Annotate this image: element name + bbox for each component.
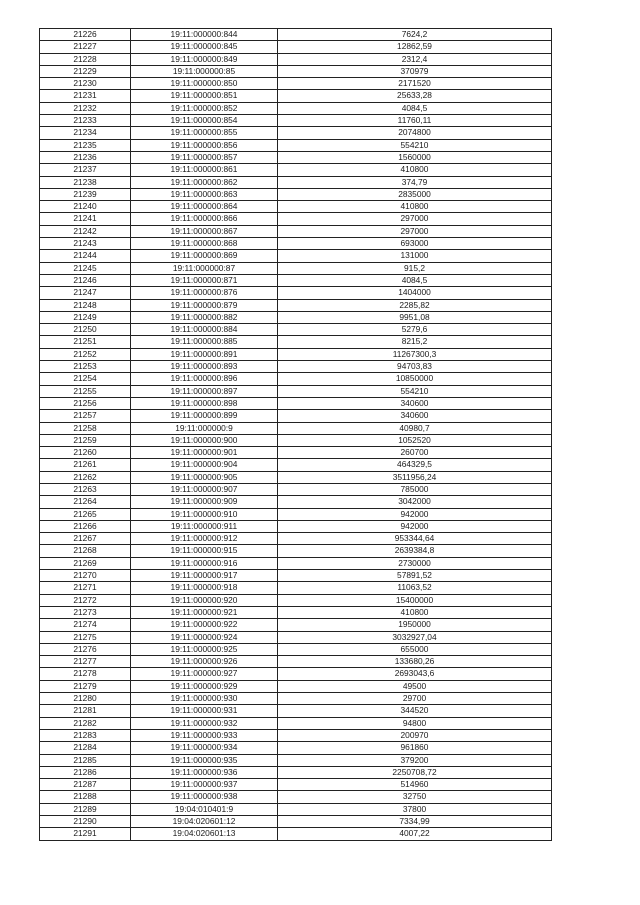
cadastral-number-cell: 19:11:000000:871 bbox=[131, 274, 278, 286]
row-number-cell: 21232 bbox=[40, 102, 131, 114]
table-row bbox=[40, 238, 552, 250]
value-cell: 370979 bbox=[278, 65, 552, 77]
value-cell: 2693043,6 bbox=[278, 668, 552, 680]
value-cell: 11063,52 bbox=[278, 582, 552, 594]
cadastral-number-cell: 19:11:000000:916 bbox=[131, 557, 278, 569]
row-number-cell: 21245 bbox=[40, 262, 131, 274]
value-cell: 1052520 bbox=[278, 434, 552, 446]
value-cell: 1560000 bbox=[278, 151, 552, 163]
row-number-cell: 21234 bbox=[40, 127, 131, 139]
table-row bbox=[40, 680, 552, 692]
value-cell: 655000 bbox=[278, 643, 552, 655]
row-number-cell: 21290 bbox=[40, 816, 131, 828]
value-cell: 942000 bbox=[278, 520, 552, 532]
table-row bbox=[40, 176, 552, 188]
value-cell: 340600 bbox=[278, 410, 552, 422]
value-cell: 5279,6 bbox=[278, 324, 552, 336]
row-number-cell: 21282 bbox=[40, 717, 131, 729]
row-number-cell: 21228 bbox=[40, 53, 131, 65]
cadastral-number-cell: 19:11:000000:896 bbox=[131, 373, 278, 385]
cadastral-number-cell: 19:11:000000:866 bbox=[131, 213, 278, 225]
value-cell: 9951,08 bbox=[278, 311, 552, 323]
table-row bbox=[40, 557, 552, 569]
table-row bbox=[40, 410, 552, 422]
cadastral-number-cell: 19:11:000000:863 bbox=[131, 188, 278, 200]
table-row bbox=[40, 397, 552, 409]
value-cell: 7624,2 bbox=[278, 29, 552, 41]
row-number-cell: 21274 bbox=[40, 619, 131, 631]
value-cell: 410800 bbox=[278, 606, 552, 618]
table-row bbox=[40, 201, 552, 213]
cadastral-number-cell: 19:11:000000:862 bbox=[131, 176, 278, 188]
table-row bbox=[40, 803, 552, 815]
table-row bbox=[40, 262, 552, 274]
value-cell: 2312,4 bbox=[278, 53, 552, 65]
cadastral-number-cell: 19:11:000000:849 bbox=[131, 53, 278, 65]
row-number-cell: 21256 bbox=[40, 397, 131, 409]
value-cell: 4084,5 bbox=[278, 274, 552, 286]
cadastral-number-cell: 19:11:000000:909 bbox=[131, 496, 278, 508]
value-cell: 131000 bbox=[278, 250, 552, 262]
value-cell: 15400000 bbox=[278, 594, 552, 606]
cadastral-number-cell: 19:11:000000:884 bbox=[131, 324, 278, 336]
cadastral-number-cell: 19:11:000000:905 bbox=[131, 471, 278, 483]
value-cell: 32750 bbox=[278, 791, 552, 803]
cadastral-number-cell: 19:11:000000:845 bbox=[131, 41, 278, 53]
value-cell: 379200 bbox=[278, 754, 552, 766]
cadastral-number-cell: 19:11:000000:850 bbox=[131, 78, 278, 90]
value-cell: 200970 bbox=[278, 729, 552, 741]
cadastral-number-cell: 19:11:000000:899 bbox=[131, 410, 278, 422]
row-number-cell: 21244 bbox=[40, 250, 131, 262]
value-cell: 464329,5 bbox=[278, 459, 552, 471]
table-row bbox=[40, 115, 552, 127]
cadastral-number-cell: 19:11:000000:867 bbox=[131, 225, 278, 237]
value-cell: 374,79 bbox=[278, 176, 552, 188]
cadastral-number-cell: 19:11:000000:932 bbox=[131, 717, 278, 729]
table-row bbox=[40, 483, 552, 495]
table-row bbox=[40, 250, 552, 262]
table-row bbox=[40, 582, 552, 594]
value-cell: 2285,82 bbox=[278, 299, 552, 311]
table-row bbox=[40, 447, 552, 459]
cadastral-number-cell: 19:11:000000:85 bbox=[131, 65, 278, 77]
cadastral-number-cell: 19:11:000000:885 bbox=[131, 336, 278, 348]
table-row bbox=[40, 348, 552, 360]
cadastral-number-cell: 19:11:000000:920 bbox=[131, 594, 278, 606]
value-cell: 133680,26 bbox=[278, 656, 552, 668]
table-row bbox=[40, 287, 552, 299]
table-row bbox=[40, 434, 552, 446]
value-cell: 344520 bbox=[278, 705, 552, 717]
table-row bbox=[40, 643, 552, 655]
cadastral-number-cell: 19:11:000000:925 bbox=[131, 643, 278, 655]
cadastral-number-cell: 19:11:000000:891 bbox=[131, 348, 278, 360]
row-number-cell: 21257 bbox=[40, 410, 131, 422]
table-row bbox=[40, 127, 552, 139]
value-cell: 260700 bbox=[278, 447, 552, 459]
cadastral-number-cell: 19:11:000000:910 bbox=[131, 508, 278, 520]
table-row bbox=[40, 459, 552, 471]
row-number-cell: 21250 bbox=[40, 324, 131, 336]
row-number-cell: 21238 bbox=[40, 176, 131, 188]
table-row bbox=[40, 631, 552, 643]
value-cell: 2074800 bbox=[278, 127, 552, 139]
row-number-cell: 21267 bbox=[40, 533, 131, 545]
table-row bbox=[40, 471, 552, 483]
value-cell: 1404000 bbox=[278, 287, 552, 299]
cadastral-number-cell: 19:11:000000:911 bbox=[131, 520, 278, 532]
cadastral-number-cell: 19:11:000000:857 bbox=[131, 151, 278, 163]
value-cell: 11267300,3 bbox=[278, 348, 552, 360]
table-row bbox=[40, 164, 552, 176]
value-cell: 410800 bbox=[278, 201, 552, 213]
value-cell: 554210 bbox=[278, 385, 552, 397]
row-number-cell: 21280 bbox=[40, 693, 131, 705]
row-number-cell: 21227 bbox=[40, 41, 131, 53]
row-number-cell: 21270 bbox=[40, 570, 131, 582]
table-row bbox=[40, 754, 552, 766]
cadastral-number-cell: 19:11:000000:879 bbox=[131, 299, 278, 311]
row-number-cell: 21255 bbox=[40, 385, 131, 397]
table-row bbox=[40, 385, 552, 397]
value-cell: 785000 bbox=[278, 483, 552, 495]
row-number-cell: 21242 bbox=[40, 225, 131, 237]
table-row bbox=[40, 139, 552, 151]
row-number-cell: 21276 bbox=[40, 643, 131, 655]
table-row bbox=[40, 779, 552, 791]
table-row bbox=[40, 213, 552, 225]
table-row bbox=[40, 53, 552, 65]
row-number-cell: 21253 bbox=[40, 361, 131, 373]
table-row bbox=[40, 791, 552, 803]
cadastral-number-cell: 19:11:000000:937 bbox=[131, 779, 278, 791]
cadastral-number-cell: 19:11:000000:935 bbox=[131, 754, 278, 766]
table-row bbox=[40, 742, 552, 754]
row-number-cell: 21266 bbox=[40, 520, 131, 532]
table-row bbox=[40, 508, 552, 520]
table-row bbox=[40, 102, 552, 114]
value-cell: 554210 bbox=[278, 139, 552, 151]
data-table bbox=[39, 28, 552, 841]
value-cell: 3511956,24 bbox=[278, 471, 552, 483]
row-number-cell: 21252 bbox=[40, 348, 131, 360]
table-row bbox=[40, 668, 552, 680]
row-number-cell: 21237 bbox=[40, 164, 131, 176]
cadastral-number-cell: 19:11:000000:861 bbox=[131, 164, 278, 176]
table-row bbox=[40, 361, 552, 373]
row-number-cell: 21286 bbox=[40, 766, 131, 778]
cadastral-number-cell: 19:11:000000:856 bbox=[131, 139, 278, 151]
row-number-cell: 21289 bbox=[40, 803, 131, 815]
row-number-cell: 21273 bbox=[40, 606, 131, 618]
value-cell: 40980,7 bbox=[278, 422, 552, 434]
row-number-cell: 21260 bbox=[40, 447, 131, 459]
row-number-cell: 21288 bbox=[40, 791, 131, 803]
table-row bbox=[40, 533, 552, 545]
row-number-cell: 21262 bbox=[40, 471, 131, 483]
value-cell: 2639384,8 bbox=[278, 545, 552, 557]
table-row bbox=[40, 729, 552, 741]
table-row bbox=[40, 78, 552, 90]
value-cell: 410800 bbox=[278, 164, 552, 176]
row-number-cell: 21271 bbox=[40, 582, 131, 594]
table-row bbox=[40, 324, 552, 336]
value-cell: 2730000 bbox=[278, 557, 552, 569]
table-row bbox=[40, 299, 552, 311]
table-row bbox=[40, 828, 552, 840]
value-cell: 12862,59 bbox=[278, 41, 552, 53]
cadastral-number-cell: 19:11:000000:917 bbox=[131, 570, 278, 582]
row-number-cell: 21287 bbox=[40, 779, 131, 791]
cadastral-number-cell: 19:11:000000:930 bbox=[131, 693, 278, 705]
value-cell: 94703,83 bbox=[278, 361, 552, 373]
cadastral-number-cell: 19:11:000000:869 bbox=[131, 250, 278, 262]
cadastral-number-cell: 19:11:000000:918 bbox=[131, 582, 278, 594]
row-number-cell: 21258 bbox=[40, 422, 131, 434]
table-row bbox=[40, 816, 552, 828]
table-row bbox=[40, 520, 552, 532]
cadastral-number-cell: 19:04:020601:13 bbox=[131, 828, 278, 840]
table-row bbox=[40, 422, 552, 434]
cadastral-number-cell: 19:11:000000:844 bbox=[131, 29, 278, 41]
value-cell: 7334,99 bbox=[278, 816, 552, 828]
value-cell: 29700 bbox=[278, 693, 552, 705]
row-number-cell: 21268 bbox=[40, 545, 131, 557]
row-number-cell: 21265 bbox=[40, 508, 131, 520]
value-cell: 2250708,72 bbox=[278, 766, 552, 778]
cadastral-number-cell: 19:11:000000:9 bbox=[131, 422, 278, 434]
table-row bbox=[40, 717, 552, 729]
value-cell: 953344,64 bbox=[278, 533, 552, 545]
cadastral-number-cell: 19:11:000000:87 bbox=[131, 262, 278, 274]
value-cell: 10850000 bbox=[278, 373, 552, 385]
table-row bbox=[40, 29, 552, 41]
cadastral-number-cell: 19:11:000000:876 bbox=[131, 287, 278, 299]
table-row bbox=[40, 619, 552, 631]
value-cell: 915,2 bbox=[278, 262, 552, 274]
value-cell: 3032927,04 bbox=[278, 631, 552, 643]
row-number-cell: 21251 bbox=[40, 336, 131, 348]
row-number-cell: 21247 bbox=[40, 287, 131, 299]
table-row bbox=[40, 594, 552, 606]
row-number-cell: 21235 bbox=[40, 139, 131, 151]
row-number-cell: 21239 bbox=[40, 188, 131, 200]
cadastral-number-cell: 19:11:000000:938 bbox=[131, 791, 278, 803]
row-number-cell: 21284 bbox=[40, 742, 131, 754]
row-number-cell: 21233 bbox=[40, 115, 131, 127]
value-cell: 4007,22 bbox=[278, 828, 552, 840]
row-number-cell: 21277 bbox=[40, 656, 131, 668]
value-cell: 25633,28 bbox=[278, 90, 552, 102]
cadastral-number-cell: 19:11:000000:898 bbox=[131, 397, 278, 409]
table-row bbox=[40, 65, 552, 77]
row-number-cell: 21285 bbox=[40, 754, 131, 766]
value-cell: 11760,11 bbox=[278, 115, 552, 127]
table-row bbox=[40, 311, 552, 323]
cadastral-number-cell: 19:11:000000:907 bbox=[131, 483, 278, 495]
cadastral-number-cell: 19:11:000000:922 bbox=[131, 619, 278, 631]
row-number-cell: 21231 bbox=[40, 90, 131, 102]
value-cell: 340600 bbox=[278, 397, 552, 409]
document-page bbox=[39, 28, 551, 841]
cadastral-number-cell: 19:04:020601:12 bbox=[131, 816, 278, 828]
cadastral-number-cell: 19:11:000000:915 bbox=[131, 545, 278, 557]
row-number-cell: 21236 bbox=[40, 151, 131, 163]
value-cell: 4084,5 bbox=[278, 102, 552, 114]
value-cell: 2835000 bbox=[278, 188, 552, 200]
cadastral-number-cell: 19:11:000000:851 bbox=[131, 90, 278, 102]
table-row bbox=[40, 373, 552, 385]
row-number-cell: 21246 bbox=[40, 274, 131, 286]
row-number-cell: 21269 bbox=[40, 557, 131, 569]
value-cell: 942000 bbox=[278, 508, 552, 520]
value-cell: 3042000 bbox=[278, 496, 552, 508]
cadastral-number-cell: 19:11:000000:933 bbox=[131, 729, 278, 741]
table-row bbox=[40, 656, 552, 668]
value-cell: 961860 bbox=[278, 742, 552, 754]
value-cell: 37800 bbox=[278, 803, 552, 815]
table-row bbox=[40, 693, 552, 705]
table-row bbox=[40, 496, 552, 508]
cadastral-number-cell: 19:11:000000:936 bbox=[131, 766, 278, 778]
row-number-cell: 21283 bbox=[40, 729, 131, 741]
row-number-cell: 21226 bbox=[40, 29, 131, 41]
cadastral-number-cell: 19:11:000000:934 bbox=[131, 742, 278, 754]
cadastral-number-cell: 19:11:000000:864 bbox=[131, 201, 278, 213]
table-row bbox=[40, 188, 552, 200]
row-number-cell: 21272 bbox=[40, 594, 131, 606]
cadastral-number-cell: 19:11:000000:897 bbox=[131, 385, 278, 397]
row-number-cell: 21281 bbox=[40, 705, 131, 717]
table-body bbox=[40, 29, 552, 841]
cadastral-number-cell: 19:11:000000:904 bbox=[131, 459, 278, 471]
cadastral-number-cell: 19:11:000000:931 bbox=[131, 705, 278, 717]
cadastral-number-cell: 19:11:000000:882 bbox=[131, 311, 278, 323]
row-number-cell: 21278 bbox=[40, 668, 131, 680]
row-number-cell: 21275 bbox=[40, 631, 131, 643]
table-row bbox=[40, 151, 552, 163]
row-number-cell: 21241 bbox=[40, 213, 131, 225]
row-number-cell: 21249 bbox=[40, 311, 131, 323]
row-number-cell: 21248 bbox=[40, 299, 131, 311]
table-row bbox=[40, 705, 552, 717]
row-number-cell: 21229 bbox=[40, 65, 131, 77]
table-row bbox=[40, 274, 552, 286]
table-row bbox=[40, 41, 552, 53]
row-number-cell: 21254 bbox=[40, 373, 131, 385]
row-number-cell: 21240 bbox=[40, 201, 131, 213]
cadastral-number-cell: 19:11:000000:854 bbox=[131, 115, 278, 127]
value-cell: 693000 bbox=[278, 238, 552, 250]
row-number-cell: 21291 bbox=[40, 828, 131, 840]
value-cell: 49500 bbox=[278, 680, 552, 692]
row-number-cell: 21243 bbox=[40, 238, 131, 250]
cadastral-number-cell: 19:11:000000:927 bbox=[131, 668, 278, 680]
table-row bbox=[40, 606, 552, 618]
row-number-cell: 21261 bbox=[40, 459, 131, 471]
row-number-cell: 21264 bbox=[40, 496, 131, 508]
table-row bbox=[40, 570, 552, 582]
cadastral-number-cell: 19:11:000000:868 bbox=[131, 238, 278, 250]
value-cell: 2171520 bbox=[278, 78, 552, 90]
cadastral-number-cell: 19:04:010401:9 bbox=[131, 803, 278, 815]
row-number-cell: 21259 bbox=[40, 434, 131, 446]
row-number-cell: 21263 bbox=[40, 483, 131, 495]
cadastral-number-cell: 19:11:000000:926 bbox=[131, 656, 278, 668]
value-cell: 514960 bbox=[278, 779, 552, 791]
value-cell: 1950000 bbox=[278, 619, 552, 631]
cadastral-number-cell: 19:11:000000:852 bbox=[131, 102, 278, 114]
cadastral-number-cell: 19:11:000000:900 bbox=[131, 434, 278, 446]
cadastral-number-cell: 19:11:000000:929 bbox=[131, 680, 278, 692]
cadastral-number-cell: 19:11:000000:893 bbox=[131, 361, 278, 373]
cadastral-number-cell: 19:11:000000:912 bbox=[131, 533, 278, 545]
value-cell: 94800 bbox=[278, 717, 552, 729]
table-row bbox=[40, 766, 552, 778]
cadastral-number-cell: 19:11:000000:924 bbox=[131, 631, 278, 643]
table-row bbox=[40, 545, 552, 557]
table-row bbox=[40, 90, 552, 102]
table-row bbox=[40, 336, 552, 348]
cadastral-number-cell: 19:11:000000:921 bbox=[131, 606, 278, 618]
value-cell: 8215,2 bbox=[278, 336, 552, 348]
value-cell: 297000 bbox=[278, 225, 552, 237]
value-cell: 57891,52 bbox=[278, 570, 552, 582]
row-number-cell: 21230 bbox=[40, 78, 131, 90]
table-row bbox=[40, 225, 552, 237]
value-cell: 297000 bbox=[278, 213, 552, 225]
row-number-cell: 21279 bbox=[40, 680, 131, 692]
cadastral-number-cell: 19:11:000000:901 bbox=[131, 447, 278, 459]
cadastral-number-cell: 19:11:000000:855 bbox=[131, 127, 278, 139]
